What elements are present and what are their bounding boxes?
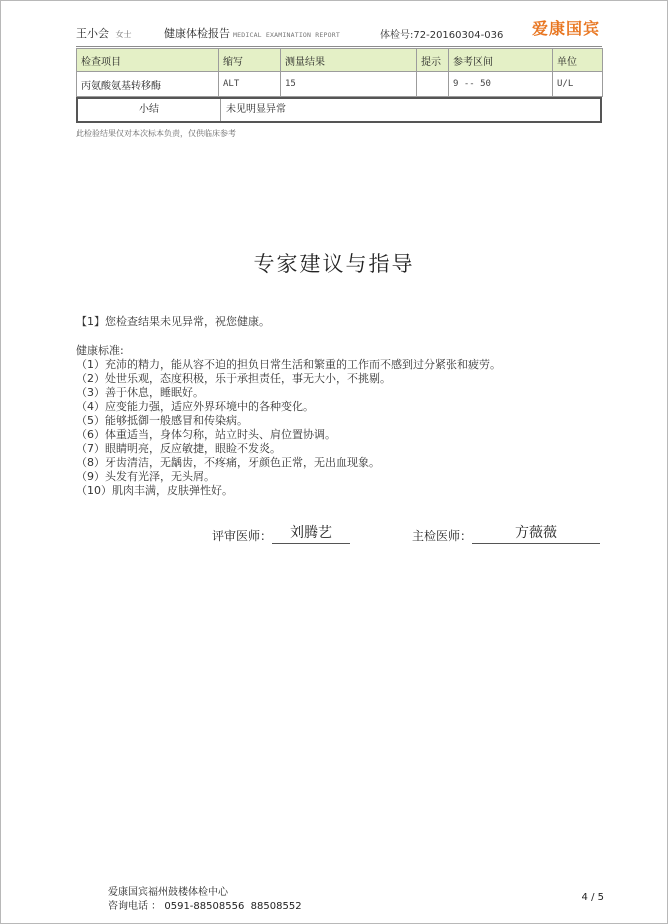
report-title-en: MEDICAL EXAMINATION REPORT xyxy=(233,31,340,39)
results-table xyxy=(76,48,603,97)
health-standard-item: （6）体重适当，身体匀称，站立时头、肩位置协调。 xyxy=(76,428,336,441)
reviewer-label: 评审医师： xyxy=(212,529,273,543)
footer xyxy=(108,886,302,914)
patient-name-block xyxy=(76,25,132,41)
health-standard-item: （7）眼睛明亮，反应敏捷，眼睑不发炎。 xyxy=(76,442,281,455)
chief-signature xyxy=(412,522,600,544)
contact-phone: 咨询电话 ： 0591-88508556 88508552 xyxy=(108,901,302,912)
center-name: 爱康国宾福州鼓楼体检中心 xyxy=(108,887,228,898)
health-standard-item: （10）肌肉丰满，皮肤弹性好。 xyxy=(76,484,233,497)
col-header-flag: 提示 xyxy=(417,49,449,72)
exam-number xyxy=(380,26,503,41)
health-standard-heading: 健康标准: xyxy=(76,344,124,357)
report-title: 健康体检报告 xyxy=(164,27,230,40)
col-header-range: 参考区间 xyxy=(449,49,553,72)
col-header-item: 检查项目 xyxy=(77,49,219,72)
table-row xyxy=(77,72,603,97)
patient-name: 王小会 xyxy=(76,27,109,40)
health-standard-item: （4）应变能力强，适应外界环境中的各种变化。 xyxy=(76,400,314,413)
report-title-group xyxy=(164,25,340,41)
health-standard-item: （5）能够抵御一般感冒和传染病。 xyxy=(76,414,248,427)
cell-range: 9 -- 50 xyxy=(449,72,553,97)
reviewer-signature xyxy=(212,522,350,544)
health-standard-item: （3）善于休息，睡眠好。 xyxy=(76,386,204,399)
health-standard-item: （9）头发有光泽，无头屑。 xyxy=(76,470,215,483)
col-header-unit: 单位 xyxy=(553,49,603,72)
exam-number-label: 体检号: xyxy=(380,30,414,41)
summary-row xyxy=(76,97,602,123)
brand-logo: 爱康国宾 xyxy=(531,19,600,38)
cell-unit: U/L xyxy=(553,72,603,97)
patient-gender: 女士 xyxy=(115,30,132,39)
summary-value: 未见明显异常 xyxy=(226,104,286,115)
disclaimer-note: 此检验结果仅对本次标本负责，仅供临床参考 xyxy=(76,129,236,138)
reviewer-name: 刘腾艺 xyxy=(272,522,350,544)
results-table-header xyxy=(77,49,603,72)
chief-label: 主检医师： xyxy=(412,529,473,543)
cell-item: 丙氨酸氨基转移酶 xyxy=(77,72,219,97)
cell-abbr: ALT xyxy=(219,72,281,97)
exam-number-value: 72-20160304-036 xyxy=(413,30,504,41)
advice-body xyxy=(76,315,501,498)
summary-label: 小结 xyxy=(78,99,221,121)
chief-name: 方薇薇 xyxy=(472,522,600,544)
report-header xyxy=(76,20,602,47)
col-header-abbr: 缩写 xyxy=(219,49,281,72)
advice-item-1: 【1】您检查结果未见异常，祝您健康。 xyxy=(76,315,270,328)
health-standard-item: （8）牙齿清洁，无龋齿，不疼痛，牙颜色正常，无出血现象。 xyxy=(76,456,380,469)
cell-flag xyxy=(417,72,449,97)
health-standard-item: （2）处世乐观，态度积极，乐于承担责任，事无大小，不挑剔。 xyxy=(76,372,391,385)
col-header-result: 测量结果 xyxy=(281,49,417,72)
cell-result: 15 xyxy=(281,72,417,97)
advice-title: 专家建议与指导 xyxy=(253,252,415,276)
health-standard-item: （1）充沛的精力，能从容不迫的担负日常生活和繁重的工作而不感到过分紧张和疲劳。 xyxy=(76,358,501,371)
page-number: 4 / 5 xyxy=(581,892,604,903)
